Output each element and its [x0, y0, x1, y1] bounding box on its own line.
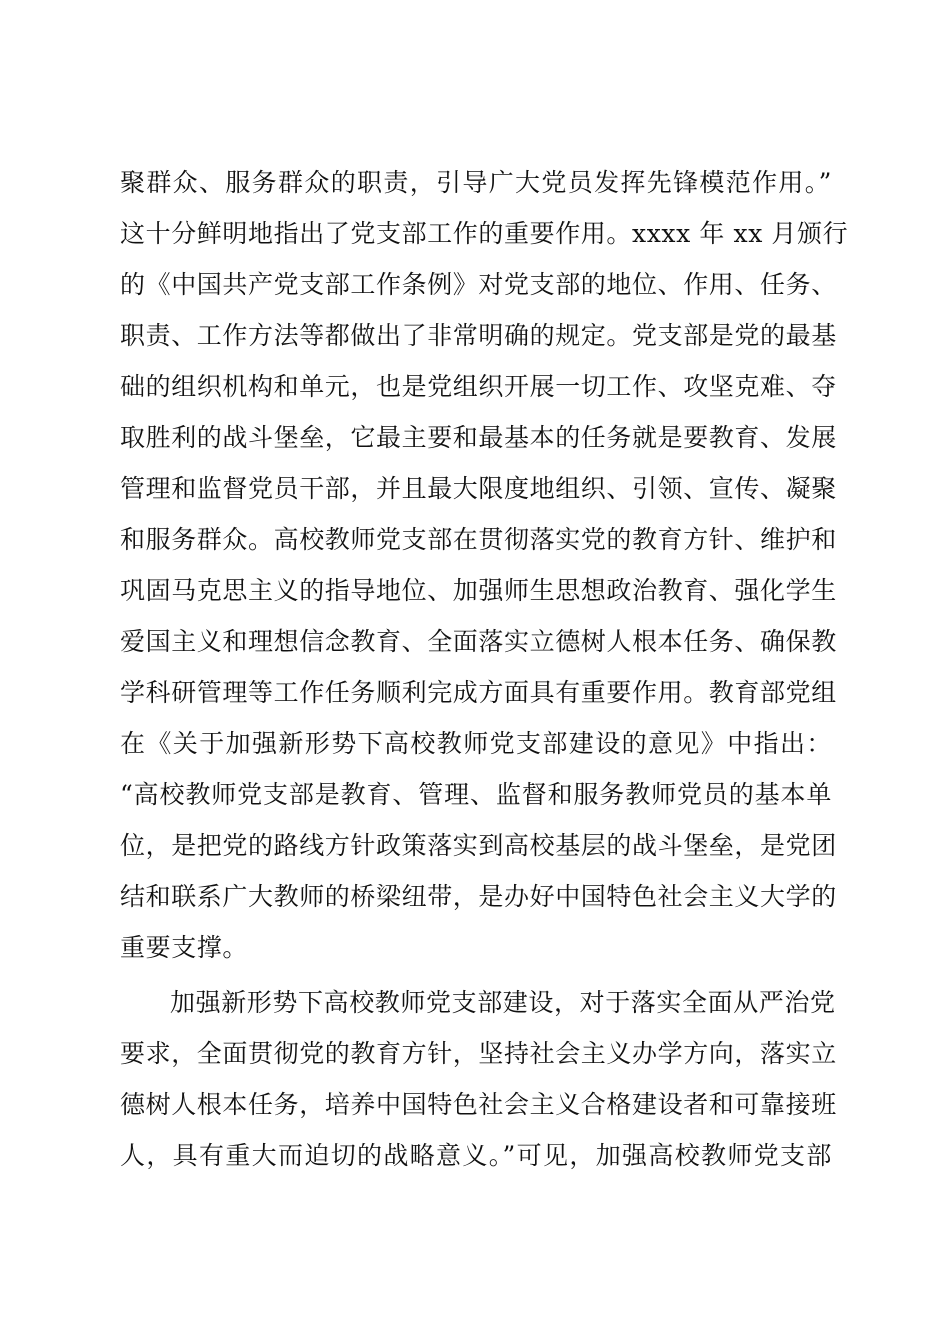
text-line: “高校教师党支部是教育、管理、监督和服务教师党员的基本单: [120, 780, 832, 809]
paragraph-1: [120, 157, 849, 973]
text-line: 位，是把党的路线方针政策落实到高校基层的战斗堡垒，是党团: [120, 831, 837, 860]
text-line: 加强新形势下高校教师党支部建设，对于落实全面从严治党: [170, 988, 836, 1017]
text-line: 的《中国共产党支部工作条例》对党支部的地位、作用、任务、: [120, 270, 837, 299]
text-line: 德树人根本任务，培养中国特色社会主义合格建设者和可靠接班: [120, 1090, 837, 1119]
text-line: 在《关于加强新形势下高校教师党支部建设的意见》中指出：: [120, 729, 832, 758]
paragraph-2: [120, 977, 837, 1181]
text-line: 管理和监督党员干部，并且最大限度地组织、引领、宣传、凝聚: [120, 474, 837, 503]
text-line: 这十分鲜明地指出了党支部工作的重要作用。xxxx 年 xx 月颁行: [120, 219, 849, 248]
text-line: 职责、工作方法等都做出了非常明确的规定。党支部是党的最基: [120, 321, 837, 350]
text-line: 要求，全面贯彻党的教育方针，坚持社会主义办学方向，落实立: [120, 1039, 837, 1068]
text-line: 础的组织机构和单元，也是党组织开展一切工作、攻坚克难、夺: [120, 372, 837, 401]
text-line: 取胜利的战斗堡垒，它最主要和最基本的任务就是要教育、发展: [120, 423, 837, 452]
text-line: 聚群众、服务群众的职责，引导广大党员发挥先锋模范作用。”: [120, 168, 832, 197]
text-line: 学科研管理等工作任务顺利完成方面具有重要作用。教育部党组: [120, 678, 837, 707]
text-line: 巩固马克思主义的指导地位、加强师生思想政治教育、强化学生: [120, 576, 837, 605]
text-line: 和服务群众。高校教师党支部在贯彻落实党的教育方针、维护和: [120, 525, 837, 554]
text-line: 爱国主义和理想信念教育、全面落实立德树人根本任务、确保教: [120, 627, 837, 656]
text-line: 结和联系广大教师的桥梁纽带，是办好中国特色社会主义大学的: [120, 882, 837, 911]
body-text: [120, 157, 849, 1181]
text-line: 人，具有重大而迫切的战略意义。”可见，加强高校教师党支部: [120, 1141, 832, 1170]
text-line: 重要支撑。: [120, 933, 249, 962]
